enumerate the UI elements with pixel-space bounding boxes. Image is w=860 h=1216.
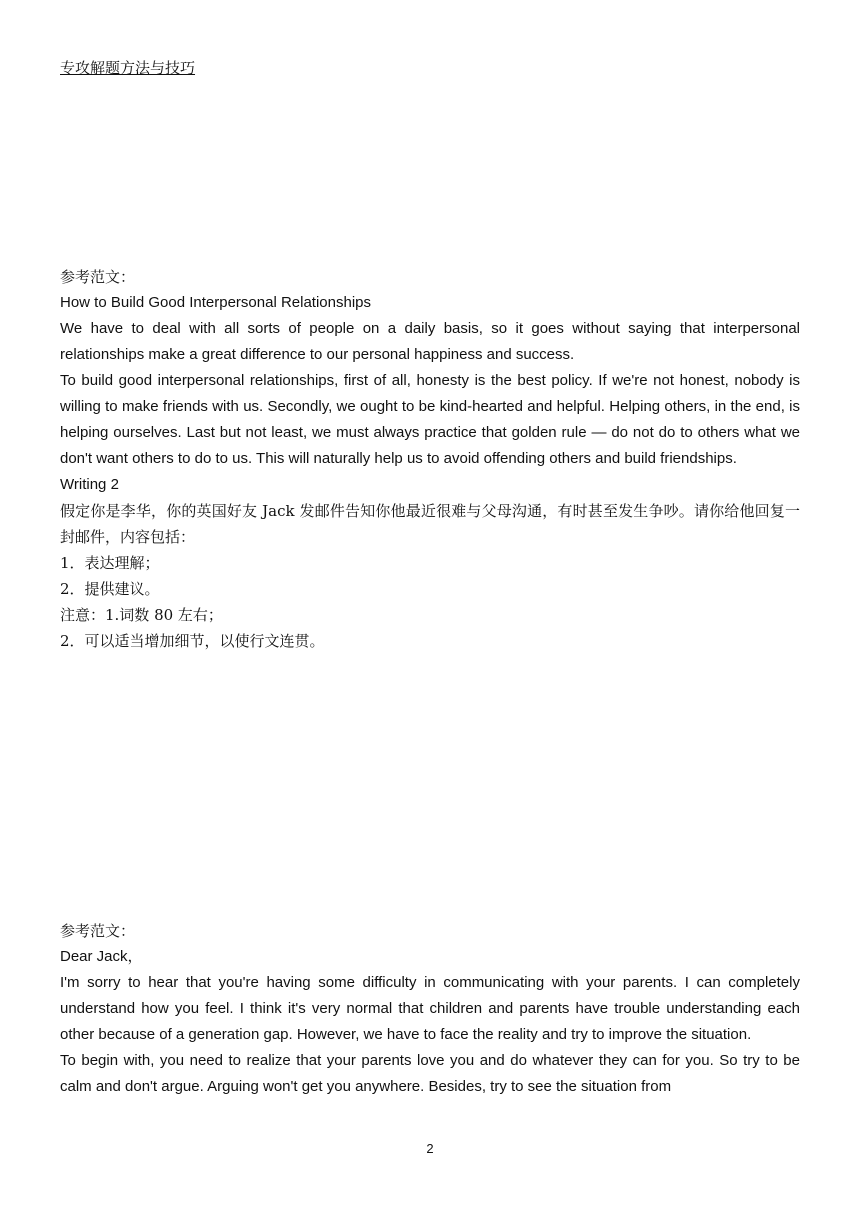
sample-essay-label: 参考范文： bbox=[60, 268, 136, 286]
note-item: 2．可以适当增加细节，以使行文连贯。 bbox=[60, 632, 325, 650]
sample-essay-label: 参考范文： bbox=[60, 922, 136, 940]
page-number: 2 bbox=[426, 1141, 434, 1156]
note-item: 注意：1.词数 80 左右； bbox=[60, 606, 223, 624]
requirement-item: 2．提供建议。 bbox=[60, 580, 160, 598]
letter-greeting: Dear Jack， bbox=[60, 948, 143, 965]
writing-prompt: 假定你是李华，你的英国好友 Jack 发邮件告知你他最近很难与父母沟通，有时甚至发生争吵。请你给他回复一封邮件，内容包括： bbox=[60, 502, 800, 546]
essay-paragraph: To begin with, you need to realize that your parents love you and do whatever they can for you. So try to be calm and don't argue. Arguing won't get you anywhere. Besides, try to see the situation from bbox=[60, 1052, 800, 1095]
essay-paragraph: To build good interpersonal relationships, first of all, honesty is the best policy. If we're not honest, nobody is willing to make friends with us. Secondly, we ought to be kind-hearted and helpful. Helping others, in the end, is helping ourselves. Last but not least, we must always practice that golden rule — do not do to others what we don't want others to do to us. This will naturally help us to avoid offending others and build friendships. bbox=[60, 372, 800, 467]
page-header-title: 专攻解题方法与技巧 bbox=[60, 60, 196, 77]
sample-essay-1 bbox=[60, 264, 800, 654]
requirement-item: 1．表达理解； bbox=[60, 554, 160, 572]
essay-title: How to Build Good Interpersonal Relationships bbox=[60, 294, 372, 311]
sample-essay-2 bbox=[60, 918, 800, 1100]
essay-paragraph: We have to deal with all sorts of people on a daily basis, so it goes without saying that interpersonal relationships make a great difference to our personal happiness and success. bbox=[60, 320, 800, 363]
writing-heading: Writing 2 bbox=[60, 476, 119, 493]
essay-paragraph: I'm sorry to hear that you're having some difficulty in communicating with your parents. I can completely understand how you feel. I think it's very normal that children and parents have trouble understanding each other because of a generation gap. However, we have to face the reality and try to improve the situation. bbox=[60, 974, 800, 1043]
